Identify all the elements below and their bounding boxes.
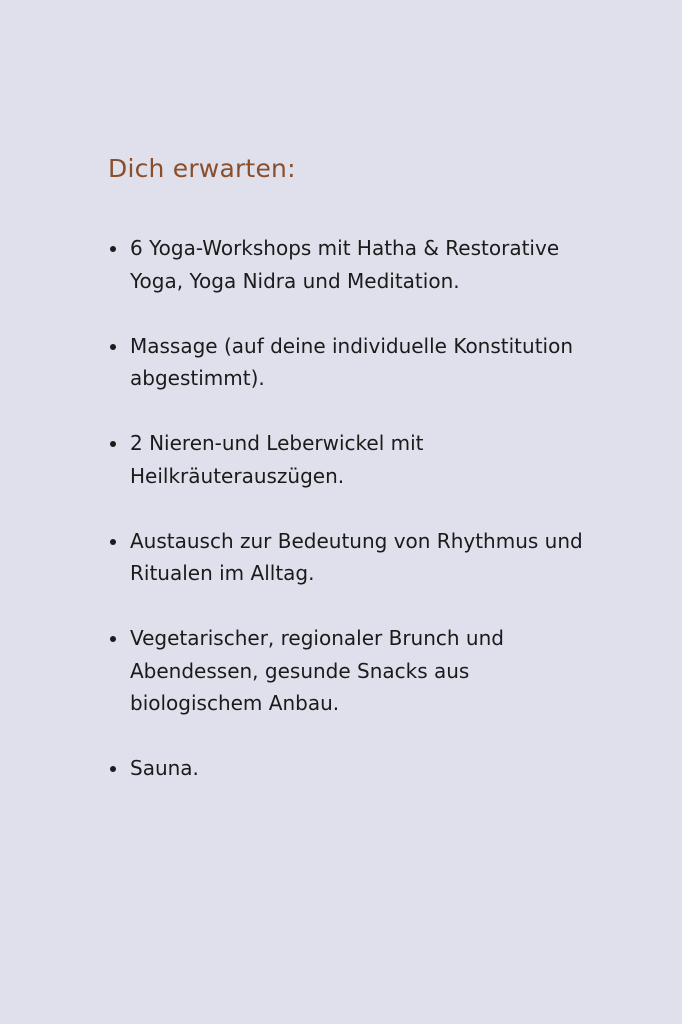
list-item: [108, 622, 608, 720]
bullet-icon: [110, 766, 116, 772]
list-item: [108, 752, 608, 785]
offer-list: [108, 232, 608, 785]
list-item-text: 2 Nieren-und Leberwickel mit Heilkräuterauszügen.: [130, 431, 424, 488]
list-item: [108, 427, 608, 492]
bullet-icon: [110, 246, 116, 252]
bullet-icon: [110, 636, 116, 642]
list-item-text: 6 Yoga-Workshops mit Hatha & Restorative Yoga, Yoga Nidra und Meditation.: [130, 236, 560, 293]
list-item-text: Austausch zur Bedeutung von Rhythmus und Ritualen im Alltag.: [130, 528, 583, 585]
bullet-icon: [110, 539, 116, 545]
list-item-text: Vegetarischer, regionaler Brunch und Abendessen, gesunde Snacks aus biologischem Anbau.: [130, 626, 504, 715]
bullet-icon: [110, 344, 116, 350]
list-item-text: Massage (auf deine individuelle Konstitution abgestimmt).: [130, 333, 573, 390]
list-item: [108, 525, 608, 590]
bullet-icon: [110, 441, 116, 447]
list-item-text: Sauna.: [130, 756, 199, 780]
section-heading: Dich erwarten:: [108, 154, 296, 183]
list-item: [108, 232, 608, 297]
list-item: [108, 330, 608, 395]
